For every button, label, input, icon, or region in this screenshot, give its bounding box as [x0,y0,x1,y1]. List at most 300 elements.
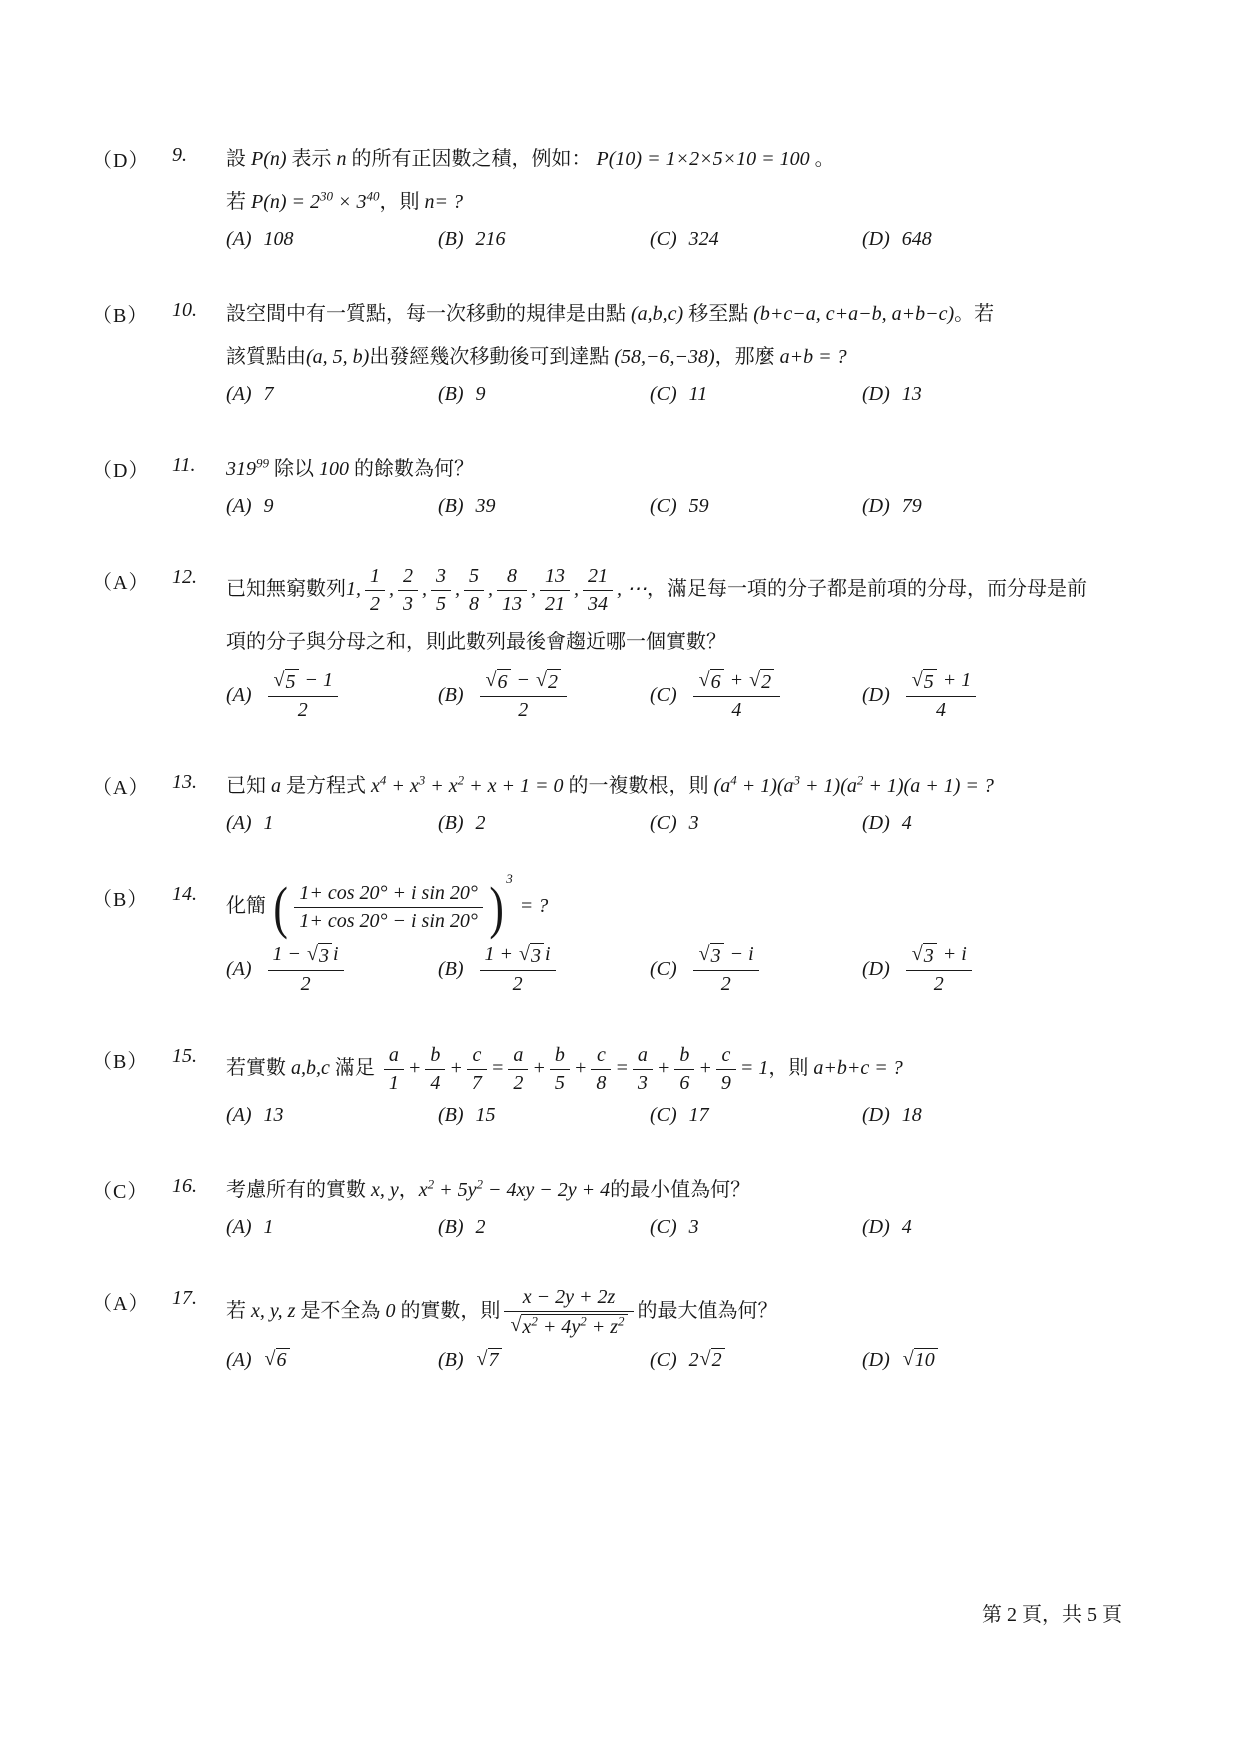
option-value [264,942,348,997]
base: x [448,775,458,797]
text: 的最大值為何？ [637,1300,778,1323]
option-value [476,1216,486,1239]
radicand [760,669,774,695]
question-number: 14. [172,883,197,905]
numerator [508,1043,528,1069]
radicand [914,1348,938,1372]
text: 考慮所有的實數 [226,1179,371,1201]
answer-key: （A） [92,572,150,594]
text: 化簡 [226,895,271,918]
text: 滿足 [329,1057,380,1080]
base: 2 [310,191,321,213]
radicand [923,669,937,695]
fraction [431,564,451,617]
math-text: (a, 5, b) [306,346,370,368]
math-text: 1 [370,565,380,587]
base: a [846,775,857,797]
math-text: 4 [731,699,742,721]
question-line [226,452,1162,487]
square-root [912,943,937,969]
options-row [226,383,1162,406]
math-text: 8 [507,565,517,587]
option-A [226,383,438,406]
math-text: − i [724,943,754,965]
option-D [862,1348,1074,1372]
math-text: 2 [475,812,486,834]
math-text: 7 [488,1349,499,1371]
option-value [902,1216,912,1239]
math-text: c [596,1044,606,1066]
text: 移至點 [683,303,754,325]
math-text: + [724,669,749,691]
math-text: 1+ cos 20° − i sin 20° [299,910,478,932]
answer-key: （D） [92,460,150,482]
square-root [700,1348,725,1372]
option-D [862,1216,1074,1239]
math-text: 5 [436,593,446,615]
option-value [689,495,709,518]
radicand [710,943,724,969]
radical-icon: √ [902,1348,914,1370]
math-text: 2 [720,973,731,995]
question-14 [92,871,1162,997]
option-label: (B) [438,1104,464,1126]
text: 的一複數根，則 [563,775,714,797]
option-label: (A) [226,383,252,405]
option-label: (D) [862,958,890,980]
math-text: 3 [637,1072,648,1094]
math-text: 8 [596,1072,607,1094]
radical-icon: √ [264,1348,276,1370]
math-text: 4 [430,1072,441,1094]
text: ， [398,1179,419,1201]
math-text: b [554,1044,565,1066]
fraction [906,942,972,997]
question-body [226,297,1162,406]
option-label: (A) [226,228,252,250]
square-root [274,669,299,695]
fraction [268,668,338,723]
fraction [365,564,385,617]
text: 是不全為 [295,1300,386,1323]
radicand [276,1348,290,1372]
fraction [294,881,483,934]
question-line [226,769,1162,804]
question-body [226,564,1162,723]
math-text: a+b+c = ? [813,1057,903,1080]
denominator [906,696,976,723]
question-number: 9. [172,144,187,166]
square-root [912,669,937,695]
math-text: a [513,1044,524,1066]
math-text: 2 [933,973,944,995]
numerator [425,1043,445,1069]
math-text: , [488,578,493,601]
text: 若實數 [226,1057,291,1080]
option-value [476,942,560,997]
math-text: 2 [513,1072,524,1094]
math-text: x, y [371,1179,399,1201]
math-text: , [389,578,394,601]
option-label: (C) [650,1104,677,1126]
fraction [633,1043,653,1096]
option-D [862,812,1074,835]
fraction [398,564,418,617]
math-text: 2 [512,973,523,995]
option-label: (B) [438,812,464,834]
numerator [480,668,567,696]
question-17 [92,1285,1162,1372]
math-text: 2 [370,593,380,615]
fraction [583,564,613,617]
question-line [226,142,1162,177]
math-text: i [545,943,551,965]
power [720,772,737,797]
option-value [476,495,496,518]
math-text: 2 [761,671,772,693]
power [371,772,387,797]
math-text: 5 [469,565,479,587]
math-text: + [449,1057,463,1080]
math-text: + 1 [937,669,972,691]
radical-icon: √ [698,943,710,965]
option-value [902,668,980,723]
answer-key: （B） [92,889,149,911]
math-text: + [698,1057,712,1080]
square-root [265,1348,290,1372]
power [610,1313,625,1338]
option-value [689,1104,709,1127]
option-label: (B) [438,495,464,517]
option-label: (C) [650,1216,677,1238]
exponent: 30 [320,188,334,204]
option-A [226,942,438,997]
denominator [583,590,613,617]
numerator [633,1043,653,1069]
question-number: 17. [172,1287,197,1309]
math-text: 108 [263,228,294,250]
option-value [264,812,274,835]
option-label: (C) [650,958,677,980]
math-text: 1 [263,812,274,834]
radical-icon: √ [911,943,923,965]
exponent: 2 [457,772,465,788]
fraction [508,1043,528,1096]
exponent: 3 [793,772,801,788]
radicand [710,669,724,695]
base: x [418,1179,428,1201]
math-text: i [333,943,339,965]
fraction [504,1285,633,1340]
math-text: P(10) = 1×2×5×10 = 100 [596,148,810,170]
question-line [226,1043,1162,1096]
option-C [650,383,862,406]
numerator [550,1043,570,1069]
denominator [540,590,570,617]
numerator [540,564,570,590]
base: x [522,1316,532,1338]
math-text: = [490,1057,505,1080]
radicand [497,669,511,695]
questions [92,142,1162,1418]
option-B [438,1348,650,1372]
math-text: , [574,578,579,601]
math-text: , [455,578,460,601]
math-text: c [472,1044,482,1066]
option-label: (D) [862,228,890,250]
option-B [438,1104,650,1127]
radicand [488,1348,502,1372]
option-value [902,495,922,518]
option-C [650,495,862,518]
math-text: + i [937,943,967,965]
question-line [226,297,1162,332]
answer-key: （A） [92,777,150,799]
question-15 [92,1043,1162,1127]
paren-content [290,881,487,934]
text: 的實數，則 [395,1300,501,1323]
radicand [285,669,299,695]
text: ，則 [379,191,425,213]
option-C [650,1216,862,1239]
math-text: + 1)( [736,775,784,797]
option-A [226,812,438,835]
math-text: P(n) [251,148,287,170]
math-text: 3 [710,945,721,967]
option-D [862,1104,1074,1127]
question-10 [92,297,1162,406]
math-text: , ⋯ [617,578,647,601]
option-C [650,668,862,723]
math-text: 5 [554,1072,565,1094]
option-D [862,495,1074,518]
math-text: + [407,1057,422,1080]
question-line [226,185,1162,220]
math-text: 5 [923,671,934,693]
option-label: (B) [438,684,464,706]
math-text: a [271,775,281,797]
math-text: + x + 1 = 0 [464,775,564,797]
question-body [226,1043,1162,1127]
option-value [264,1104,284,1127]
text: 出發經幾次移動後可到達點 [369,346,615,368]
math-text: 2 [688,1348,699,1371]
answer-key: （B） [92,1051,149,1073]
text: ，那麼 [714,346,780,368]
math-text: x, y, z [251,1300,296,1323]
option-B [438,1216,650,1239]
options-row [226,1348,1162,1372]
fraction [480,668,567,723]
math-text: 3 [688,812,699,834]
exponent: 40 [366,188,380,204]
math-text: + [656,1057,671,1080]
math-text: 2 [711,1349,722,1371]
math-text: b [430,1044,441,1066]
radical-icon: √ [519,943,531,965]
math-text: 2 [548,671,559,693]
math-text: 17 [688,1104,709,1126]
numerator [716,1043,736,1069]
question-line [226,1285,1162,1340]
option-value [689,383,708,406]
option-label: (B) [438,1216,464,1238]
option-value [689,942,763,997]
math-text: 4 [936,699,946,721]
option-C [650,1348,862,1372]
numerator [294,881,483,907]
denominator [591,1069,611,1096]
fraction [467,1043,487,1096]
power [356,188,380,213]
question-line [226,625,1162,660]
math-text: 3 [436,565,446,587]
option-label: (C) [650,1348,677,1371]
math-text: (a,b,c) [631,303,684,325]
option-value [476,1348,503,1372]
exponent: 2 [476,1176,484,1192]
denominator [268,696,338,723]
math-text: + [532,1057,546,1080]
math-text: + 5 [434,1179,468,1201]
option-A [226,495,438,518]
math-text: 7 [471,1072,482,1094]
option-B [438,383,650,406]
option-label: (A) [226,1348,252,1371]
text: 設空間中有一質點，每一次移動的規律是由點 [226,303,631,325]
denominator [480,696,567,723]
exponent: 2 [856,772,864,788]
denominator [508,1069,528,1096]
denominator [467,1069,487,1096]
radicand [711,1348,725,1372]
math-text: 1 − [272,943,307,965]
math-text: 3 [403,593,413,615]
denominator [480,970,556,997]
question-line [226,871,1162,940]
text: 的最小值為何？ [610,1179,751,1201]
question-body [226,142,1162,251]
square-root [486,669,511,695]
math-text: , [531,578,536,601]
option-value [476,668,571,723]
denominator [906,970,972,997]
denominator [431,590,451,617]
options-row [226,495,1162,518]
option-C [650,228,862,251]
text: 除以 [269,458,319,480]
option-C [650,942,862,997]
math-text: 13 [502,593,522,615]
numerator [431,564,451,590]
text: 項的分子與分母之和，則此數列最後會趨近哪一個實數？ [226,631,726,653]
option-label: (A) [226,684,252,706]
math-text: 21 [588,565,608,587]
square-root [519,943,544,969]
radicand [923,943,937,969]
option-label: (B) [438,228,464,250]
square-root [699,943,724,969]
square-root [510,1314,627,1340]
math-text: 2 [475,1216,486,1238]
option-value [476,1104,496,1127]
option-D [862,668,1074,723]
exponent: 4 [379,772,387,788]
numerator [591,1043,611,1069]
option-value [902,383,922,406]
numerator [365,564,385,590]
math-text: 2 [518,699,529,721]
math-text: 1 [263,1216,274,1238]
math-text: x − 2y + 2z [522,1286,616,1308]
radical-icon: √ [476,1348,488,1370]
math-text: 13 [545,565,565,587]
options-row [226,1104,1162,1127]
fraction [693,942,759,997]
denominator [693,696,780,723]
power [522,1313,538,1338]
math-text: n [336,148,347,170]
math-text: 13 [263,1104,284,1126]
question-body [226,452,1162,518]
option-label: (D) [862,383,890,405]
math-text: 1 + [484,943,519,965]
text: 若 [226,1300,251,1323]
option-value [902,1348,939,1372]
options-row [226,1216,1162,1239]
text: 設 [226,148,251,170]
option-D [862,942,1074,997]
square-root [903,1348,938,1372]
math-text: 9 [720,1072,731,1094]
option-value [264,228,294,251]
options-row [226,668,1162,723]
question-13 [92,769,1162,835]
fraction [674,1043,694,1096]
numerator [693,668,780,696]
fraction [906,668,976,723]
math-text: (58,−6,−38) [614,346,715,368]
exponent: 4 [730,772,737,788]
question-line [226,340,1162,375]
denominator [633,1069,653,1096]
math-text: 18 [901,1104,922,1126]
math-text: a,b,c [291,1057,330,1080]
radical-icon: √ [749,669,761,691]
question-line [226,1173,1162,1208]
question-body [226,871,1162,997]
question-number: 16. [172,1175,197,1197]
math-text: 2 [300,973,311,995]
denominator [550,1069,570,1096]
math-text: 7 [263,383,274,405]
math-text: + 1)( [800,775,847,797]
square-root [536,669,561,695]
base: a [720,775,731,797]
option-value [902,942,976,997]
text: 是方程式 [281,775,371,797]
option-label: (C) [650,812,677,834]
option-C [650,1104,862,1127]
math-text: 6 [276,1349,287,1371]
option-value [264,383,274,406]
radical-icon: √ [485,669,497,691]
text: 已知無窮數列 [226,578,346,601]
math-text: 3 [319,945,330,967]
text: 已知 [226,775,271,797]
radicand [521,1314,627,1340]
math-text: 648 [901,228,932,250]
